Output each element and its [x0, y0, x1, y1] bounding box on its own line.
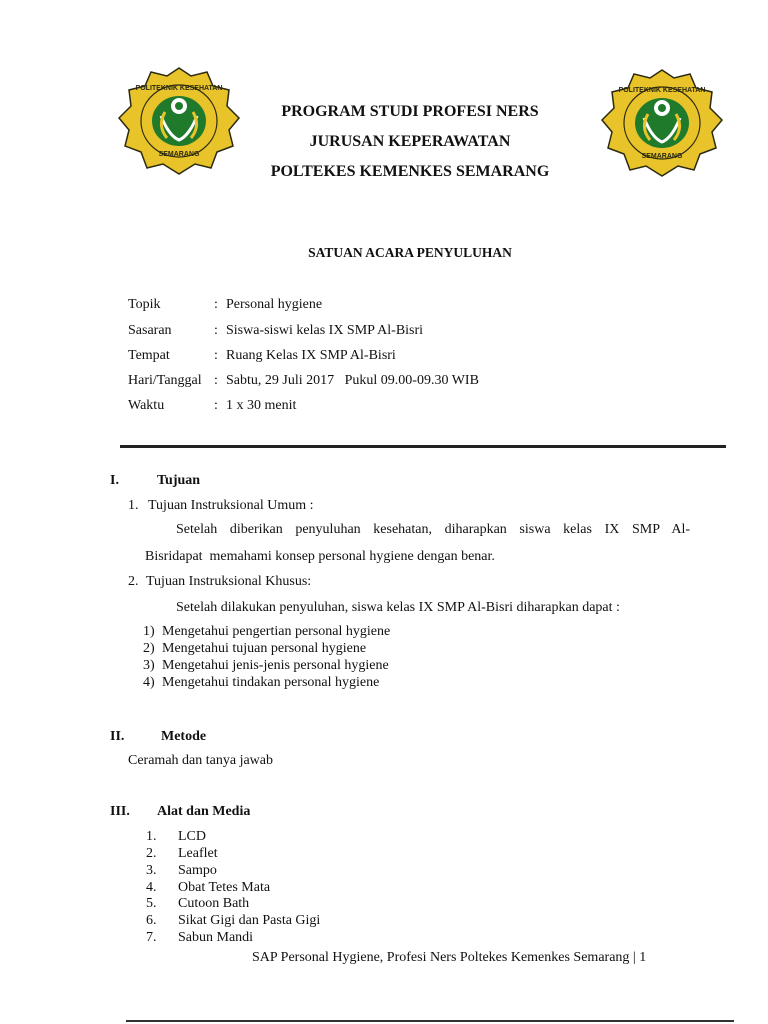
poltekkes-logo-right-icon [600, 68, 724, 178]
objective-item-number: 1) [143, 624, 155, 639]
media-item-number: 4. [146, 880, 157, 895]
objective-item-number: 2) [143, 641, 155, 656]
header-line-2: JURUSAN KEPERAWATAN [309, 133, 511, 150]
objective-general-number: 1. [128, 498, 139, 513]
section-2-number: II. [110, 729, 125, 744]
objective-specific-title: Tujuan Instruksional Khusus: [146, 574, 312, 589]
media-item-text: Sampo [178, 863, 217, 878]
svg-text:POLITEKNIK KESEHATAN: POLITEKNIK KESEHATAN [618, 87, 706, 94]
header-line-1: PROGRAM STUDI PROFESI NERS [281, 103, 539, 120]
info-key: Waktu [128, 398, 165, 413]
info-key: Tempat [128, 348, 170, 363]
info-value: 1 x 30 menit [226, 398, 297, 413]
objective-specific-intro: Setelah dilakukan penyuluhan, siswa kelas IX SMP Al-Bisri diharapkan dapat : [176, 600, 620, 615]
objective-item-text: Mengetahui pengertian personal hygiene [162, 624, 391, 639]
info-sep: : [214, 373, 218, 388]
objective-general-line-1: Setelah diberikan penyuluhan kesehatan, diharapkan siswa kelas IX SMP Al- [176, 522, 690, 537]
media-item-text: Obat Tetes Mata [178, 880, 271, 895]
info-sep: : [214, 348, 218, 363]
media-item-number: 5. [146, 896, 157, 911]
section-3-title: Alat dan Media [157, 804, 251, 819]
section-3-number: III. [110, 804, 130, 819]
document-title: SATUAN ACARA PENYULUHAN [308, 245, 512, 260]
section-1-title: Tujuan [157, 473, 201, 488]
info-sep: : [214, 297, 218, 312]
bottom-divider [126, 1020, 734, 1022]
page-footer: SAP Personal Hygiene, Profesi Ners Poltekes Kemenkes Semarang | 1 [252, 950, 647, 965]
objective-item-number: 3) [143, 658, 155, 673]
info-value: Personal hygiene [226, 297, 323, 312]
media-item-number: 7. [146, 930, 157, 945]
media-item-text: Sabun Mandi [178, 930, 254, 945]
info-value: Ruang Kelas IX SMP Al-Bisri [226, 348, 396, 363]
media-item-number: 2. [146, 846, 157, 861]
svg-text:SEMARANG: SEMARANG [158, 151, 200, 158]
divider-rule [120, 445, 726, 448]
info-key: Sasaran [128, 323, 172, 338]
objective-item-text: Mengetahui tindakan personal hygiene [162, 675, 380, 690]
media-item-number: 3. [146, 863, 157, 878]
objective-item-text: Mengetahui jenis-jenis personal hygiene [162, 658, 389, 673]
header-line-3: POLTEKES KEMENKES SEMARANG [270, 163, 550, 180]
objective-item-text: Mengetahui tujuan personal hygiene [162, 641, 367, 656]
poltekkes-logo-left-icon [117, 66, 241, 176]
section-1-number: I. [110, 473, 119, 488]
section-2-body: Ceramah dan tanya jawab [128, 753, 273, 768]
svg-text:POLITEKNIK KESEHATAN: POLITEKNIK KESEHATAN [135, 85, 223, 92]
info-value: Sabtu, 29 Juli 2017 Pukul 09.00-09.30 WIB [226, 373, 479, 388]
media-item-text: LCD [178, 829, 206, 844]
svg-text:SEMARANG: SEMARANG [641, 153, 683, 160]
media-item-text: Cutoon Bath [178, 896, 250, 911]
media-item-text: Sikat Gigi dan Pasta Gigi [178, 913, 321, 928]
media-item-number: 6. [146, 913, 157, 928]
objective-item-number: 4) [143, 675, 155, 690]
objective-general-title: Tujuan Instruksional Umum : [148, 498, 314, 513]
info-sep: : [214, 323, 218, 338]
objective-general-line-2: Bisridapat memahami konsep personal hygiene dengan benar. [145, 549, 495, 564]
info-key: Topik [128, 297, 161, 312]
objective-specific-number: 2. [128, 574, 139, 589]
info-value: Siswa-siswi kelas IX SMP Al-Bisri [226, 323, 424, 338]
media-item-number: 1. [146, 829, 157, 844]
info-key: Hari/Tanggal [128, 373, 202, 388]
info-sep: : [214, 398, 218, 413]
media-item-text: Leaflet [178, 846, 218, 861]
section-2-title: Metode [161, 729, 207, 744]
